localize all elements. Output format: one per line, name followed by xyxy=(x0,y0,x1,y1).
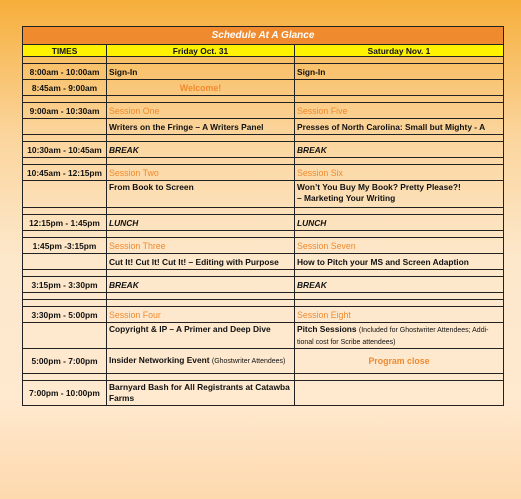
sat-welcome xyxy=(295,80,504,96)
time-barnyard: 7:00pm - 10:00pm xyxy=(23,381,107,406)
time-session-1: 9:00am - 10:30am xyxy=(23,103,107,119)
fri-session-title: Writers on the Fringe – A Writers Panel xyxy=(107,119,295,135)
fri-networking-note: (Ghostwriter Attendees) xyxy=(211,358,286,365)
sat-lunch: LUNCH xyxy=(295,215,504,231)
time-break-2: 3:15pm - 3:30pm xyxy=(23,277,107,293)
time-session-3: 1:45pm -3:15pm xyxy=(23,238,107,254)
header-times: TIMES xyxy=(23,45,107,57)
sat-session-label: Session Seven xyxy=(295,238,504,254)
sat-break: BREAK xyxy=(295,142,504,158)
fri-session-label: Session Three xyxy=(107,238,295,254)
sat-session-title xyxy=(295,181,504,208)
sat-signin: Sign-In xyxy=(295,64,504,80)
fri-welcome: Welcome! xyxy=(107,80,295,96)
schedule-table xyxy=(22,26,504,406)
fri-session-label: Session Two xyxy=(107,165,295,181)
sat-session-title-line-2: – Marketing Your Writing xyxy=(297,193,396,203)
sat-program-close: Program close xyxy=(295,349,504,374)
fri-session-title: Cut It! Cut It! Cut It! – Editing with Purpose xyxy=(107,254,295,270)
time-session-2: 10:45am - 12:15pm xyxy=(23,165,107,181)
time-session-4: 3:30pm - 5:00pm xyxy=(23,307,107,323)
time-break-1: 10:30am - 10:45am xyxy=(23,142,107,158)
sat-break: BREAK xyxy=(295,277,504,293)
fri-session-label: Session One xyxy=(107,103,295,119)
sat-pitch-title: Pitch Sessions xyxy=(297,324,357,334)
fri-networking-title: Insider Networking Event xyxy=(109,355,210,365)
fri-barnyard-bash: Barnyard Bash for All Registrants at Catawba Farms xyxy=(107,381,295,406)
fri-signin: Sign-In xyxy=(107,64,295,80)
fri-break: BREAK xyxy=(107,277,295,293)
time-signin: 8:00am - 10:00am xyxy=(23,64,107,80)
fri-lunch: LUNCH xyxy=(107,215,295,231)
sat-session-title xyxy=(295,323,504,349)
sat-session-label: Session Five xyxy=(295,103,504,119)
time-welcome: 8:45am - 9:00am xyxy=(23,80,107,96)
fri-networking xyxy=(107,349,295,374)
schedule-title: Schedule At A Glance xyxy=(23,27,504,45)
fri-break: BREAK xyxy=(107,142,295,158)
sat-session-title: How to Pitch your MS and Screen Adaption xyxy=(295,254,504,270)
sat-session-title-line-1: Won’t You Buy My Book? Pretty Please?! xyxy=(297,182,461,192)
fri-session-title: Copyright & IP – A Primer and Deep Dive xyxy=(107,323,295,349)
header-friday: Friday Oct. 31 xyxy=(107,45,295,57)
fri-session-title: From Book to Screen xyxy=(107,181,295,208)
sat-session-title: Presses of North Carolina: Small but Mighty - A xyxy=(295,119,504,135)
fri-session-label: Session Four xyxy=(107,307,295,323)
sat-session-label: Session Six xyxy=(295,165,504,181)
header-saturday: Saturday Nov. 1 xyxy=(295,45,504,57)
time-lunch: 12:15pm - 1:45pm xyxy=(23,215,107,231)
sat-session-label: Session Eight xyxy=(295,307,504,323)
sat-barnyard xyxy=(295,381,504,406)
time-networking: 5:00pm - 7:00pm xyxy=(23,349,107,374)
sat-pitch-note: (Included for Ghostwriter Attendees; Addi-tional cost for Scribe attendees) xyxy=(297,327,489,346)
